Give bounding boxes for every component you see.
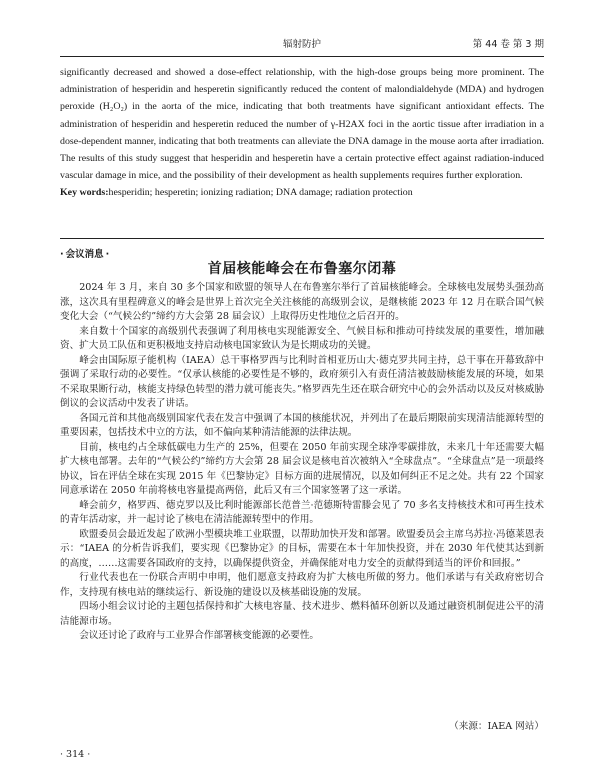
article-source: （来源：IAEA 网站） (449, 721, 544, 732)
abstract-block (60, 64, 544, 202)
journal-name: 辐射防护 (282, 39, 321, 50)
paragraph: 各国元首和其他高级别国家代表在发言中强调了本国的核能状况，并列出了在最后期限前实现清洁能源转型的重要因素，包括技术中立的方法，如不偏向某种清洁能源的法律法规。 (60, 412, 544, 438)
keywords-line (60, 184, 544, 201)
issue-number: 第 44 卷 第 3 期 (472, 39, 544, 50)
section-divider (60, 238, 544, 239)
abstract-text: significantly decreased and showed a dose-effect relationship, with the high-dose groups being more prominent. The administration of hesperidin and hesperetin significantly reduced the content of malondialdehyde (MDA) and hydrogen peroxide (H₂O₂) in the aorta of the mice, indicating that both treatments have significant antioxidant effects. The administration of hesperidin and hesperetin reduced the number of γ-H2AX foci in the aortic tissue after irradiation in a dose-dependent manner, indicating that both treatments can alleviate the DNA damage in the mouse aorta after irradiation. The results of this study suggest that hesperidin and hesperetin have a certain protective effect against radiation-induced vascular damage in mice, and the possibility of their development as health supplements requires further exploration. (60, 67, 544, 182)
paragraph: 四场小组会议讨论的主题包括保持和扩大核电容量、技术进步、燃料循环创新以及通过融资机制促进公平的清洁能源市场。 (60, 601, 544, 627)
paragraph: 目前，核电约占全球低碳电力生产的 25%，但要在 2050 年前实现全球净零碳排放，未来几十年还需要大幅扩大核电部署。去年的“气候公约”缔约方大会第 28 届会议是核电首次被纳入“全球盘点”。“全球盘点”是一项最终协议，旨在评估全球在实现 2015 年《巴黎协定》目标方面的进展情况，以及如何纠正不足之处。共有 22 个国家同意承诺在 2050 年前将核电容量提高两倍，此后又有三个国家签署了这一承诺。 (60, 441, 544, 496)
paragraph: 会议还讨论了政府与工业界合作部署核变能源的必要性。 (79, 630, 320, 641)
keywords-list: hesperidin; hesperetin; ionizing radiation; DNA damage; radiation protection (108, 187, 413, 199)
paragraph: 峰会前夕，格罗西、德克罗以及比利时能源部长范普兰·范德斯特雷滕会见了 70 多名支持核技术和可再生技术的青年活动家，并一起讨论了核电在清洁能源转型中的作用。 (60, 499, 544, 525)
paragraph: 来自数十个国家的高级别代表强调了利用核电实现能源安全、气候目标和推动可持续发展的重要性，增加融资、扩大员工队伍和更积极地支持启动核电国家致认为是长期成功的关键。 (60, 325, 544, 351)
section-label: · 会议消息 · (60, 246, 109, 260)
running-header (60, 36, 544, 50)
paragraph: 行业代表也在一份联合声明中申明，他们愿意支持政府为扩大核电所做的努力。他们承诺与有关政府密切合作，支持现有核电站的继续运行、新设施的建设以及核基础设施的发展。 (60, 572, 544, 598)
paragraph: 峰会由国际原子能机构（IAEA）总干事格罗西与比利时首相亚历山大·德克罗共同主持，总干事在开幕致辞中强调了采取行动的必要性。“仅承认核能的必要性是不够的，政府须引入有责任清洁被鼓励核能发展的环境，如果不采取果断行动，核能支持绿色转型的潜力就可能丧失。”格罗西先生还在联合研究中心的会外活动以及反对核威胁倒议的会议活动中发表了讲话。 (60, 354, 544, 409)
header-rule (60, 56, 544, 57)
keywords-label: Key words: (60, 187, 109, 199)
paragraph: 欧盟委员会最近发起了欧洲小型模块堆工业联盟，以帮助加快开发和部署。欧盟委员会主席乌苏拉·冯德莱恩表示：“IAEA 的分析告诉我们，要实现《巴黎协定》的目标，需要在本十年加快投资，并在 2030 年代使其达到新的高度，……这需要各国政府的支持，以确保提供资金，并确保能对电力安全的贡献得到适当的评价和回报。” (60, 528, 544, 569)
page-number: · 314 · (60, 749, 91, 760)
article-body (60, 281, 544, 644)
paragraph: 2024 年 3 月，来自 30 多个国家和欧盟的领导人在布鲁塞尔举行了首届核能峰会。全球核电发展势头强劲高涨，这次具有里程碑意义的峰会是世界上首次完全关注核能的高级别会议，是继核能 2023 年 12 月在联合国气候变化大会（“气候公约”缔约方大会第 28 届会议）上取得历史性地位之后召开的。 (60, 282, 544, 322)
article-title: 首届核能峰会在布鲁塞尔闭幕 (207, 261, 397, 277)
